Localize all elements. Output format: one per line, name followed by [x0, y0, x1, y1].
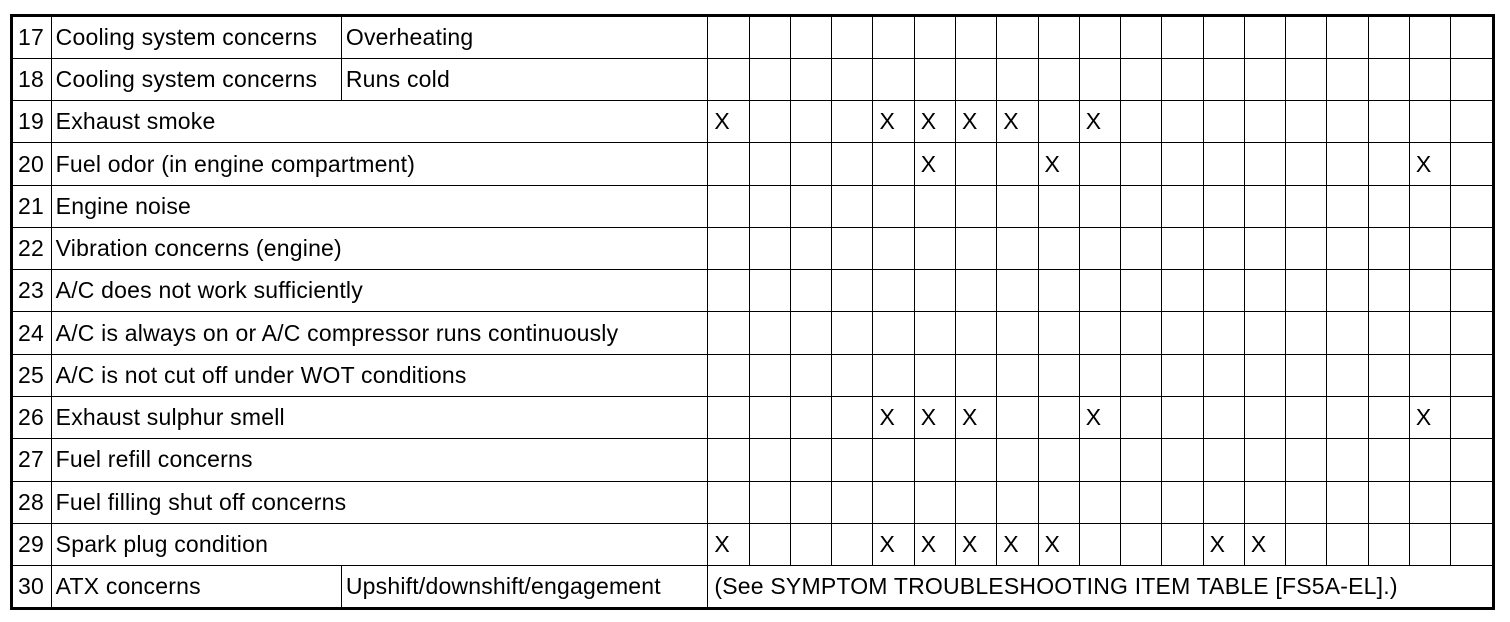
grid-cell: [1368, 270, 1409, 312]
grid-cell: [1203, 58, 1244, 100]
grid-cell: [1038, 227, 1079, 269]
grid-cell: [1409, 523, 1450, 565]
check-mark: X: [914, 523, 955, 565]
grid-cell: [832, 270, 873, 312]
table-row: [13, 143, 1492, 185]
row-number: 18: [13, 58, 51, 100]
grid-cell: [832, 481, 873, 523]
grid-cell: [1409, 312, 1450, 354]
grid-cell: [749, 439, 790, 481]
grid-cell: [1451, 481, 1492, 523]
grid-cell: [956, 439, 997, 481]
grid-cell: [749, 523, 790, 565]
grid-cell: [790, 481, 831, 523]
grid-cell: [790, 101, 831, 143]
row-number: 24: [13, 312, 51, 354]
grid-cell: [1162, 143, 1203, 185]
grid-cell: [1286, 143, 1327, 185]
grid-cell: [873, 354, 914, 396]
grid-cell: [708, 481, 749, 523]
check-mark: X: [914, 101, 955, 143]
symptom-table: [13, 17, 1492, 607]
row-number: 20: [13, 143, 51, 185]
grid-cell: [749, 17, 790, 58]
symptom-cell: A/C is always on or A/C compressor runs continuously: [51, 312, 708, 354]
grid-cell: [1203, 227, 1244, 269]
symptom-cell: Cooling system concerns: [51, 58, 341, 100]
check-mark: X: [997, 523, 1038, 565]
grid-cell: [1286, 58, 1327, 100]
grid-cell: [1409, 354, 1450, 396]
grid-cell: [790, 270, 831, 312]
table-row: [13, 439, 1492, 481]
symptom-cell: Fuel filling shut off concerns: [51, 481, 708, 523]
check-mark: X: [708, 523, 749, 565]
grid-cell: [1079, 354, 1120, 396]
table-row: [13, 17, 1492, 58]
grid-cell: [1203, 185, 1244, 227]
grid-cell: [749, 397, 790, 439]
condition-cell: Overheating: [341, 17, 708, 58]
grid-cell: [708, 439, 749, 481]
grid-cell: [914, 227, 955, 269]
grid-cell: [1121, 185, 1162, 227]
grid-cell: [1286, 354, 1327, 396]
grid-cell: [832, 17, 873, 58]
grid-cell: [1368, 101, 1409, 143]
grid-cell: [1121, 397, 1162, 439]
grid-cell: [1162, 481, 1203, 523]
grid-cell: [1286, 227, 1327, 269]
grid-cell: [708, 58, 749, 100]
grid-cell: [1286, 397, 1327, 439]
grid-cell: [997, 439, 1038, 481]
grid-cell: [1368, 227, 1409, 269]
grid-cell: [708, 354, 749, 396]
grid-cell: [997, 58, 1038, 100]
grid-cell: [1327, 481, 1368, 523]
grid-cell: [956, 227, 997, 269]
grid-cell: [997, 185, 1038, 227]
grid-cell: [1244, 270, 1285, 312]
grid-cell: [790, 523, 831, 565]
grid-cell: [956, 58, 997, 100]
symptom-cell: ATX concerns: [51, 566, 341, 607]
grid-cell: [1203, 143, 1244, 185]
grid-cell: [1079, 185, 1120, 227]
grid-cell: [1244, 439, 1285, 481]
grid-cell: [749, 185, 790, 227]
grid-cell: [708, 17, 749, 58]
grid-cell: [790, 397, 831, 439]
grid-cell: [790, 354, 831, 396]
grid-cell: [1038, 17, 1079, 58]
table-row: [13, 397, 1492, 439]
table-row: [13, 227, 1492, 269]
grid-cell: [1368, 481, 1409, 523]
grid-cell: [708, 270, 749, 312]
grid-cell: [1244, 185, 1285, 227]
grid-cell: [1451, 143, 1492, 185]
grid-cell: [1368, 58, 1409, 100]
grid-cell: [1079, 58, 1120, 100]
check-mark: X: [1079, 101, 1120, 143]
condition-cell: Upshift/downshift/engagement: [341, 566, 708, 607]
grid-cell: [708, 397, 749, 439]
grid-cell: [1038, 481, 1079, 523]
grid-cell: [1038, 185, 1079, 227]
grid-cell: [1368, 185, 1409, 227]
symptom-cell: Exhaust smoke: [51, 101, 708, 143]
grid-cell: [1079, 227, 1120, 269]
grid-cell: [1244, 58, 1285, 100]
grid-cell: [1409, 58, 1450, 100]
grid-cell: [914, 17, 955, 58]
row-number: 28: [13, 481, 51, 523]
grid-cell: [956, 312, 997, 354]
grid-cell: [997, 481, 1038, 523]
grid-cell: [1079, 439, 1120, 481]
grid-cell: [1121, 439, 1162, 481]
grid-cell: [708, 227, 749, 269]
table-row: [13, 312, 1492, 354]
grid-cell: [1079, 143, 1120, 185]
grid-cell: [832, 101, 873, 143]
grid-cell: [832, 523, 873, 565]
table-row: [13, 58, 1492, 100]
grid-cell: [832, 354, 873, 396]
grid-cell: [1038, 58, 1079, 100]
symptom-cell: Cooling system concerns: [51, 17, 341, 58]
grid-cell: [832, 312, 873, 354]
symptom-cell: Engine noise: [51, 185, 708, 227]
grid-cell: [790, 185, 831, 227]
grid-cell: [873, 439, 914, 481]
grid-cell: [1203, 354, 1244, 396]
grid-cell: [790, 312, 831, 354]
check-mark: X: [1079, 397, 1120, 439]
grid-cell: [1286, 312, 1327, 354]
grid-cell: [1451, 185, 1492, 227]
grid-cell: [832, 185, 873, 227]
grid-cell: [790, 439, 831, 481]
grid-cell: [1451, 270, 1492, 312]
grid-cell: [1038, 397, 1079, 439]
row-number: 25: [13, 354, 51, 396]
grid-cell: [1162, 227, 1203, 269]
grid-cell: [1162, 17, 1203, 58]
grid-cell: [997, 397, 1038, 439]
grid-cell: [1079, 270, 1120, 312]
grid-cell: [1409, 439, 1450, 481]
grid-cell: [873, 17, 914, 58]
check-mark: X: [1409, 397, 1450, 439]
grid-cell: [1121, 312, 1162, 354]
row-number: 23: [13, 270, 51, 312]
grid-cell: [1286, 439, 1327, 481]
grid-cell: [1409, 17, 1450, 58]
grid-cell: [1327, 439, 1368, 481]
grid-cell: [749, 312, 790, 354]
grid-cell: [873, 227, 914, 269]
grid-cell: [832, 439, 873, 481]
grid-cell: [708, 185, 749, 227]
grid-cell: [1327, 143, 1368, 185]
table-row: [13, 354, 1492, 396]
grid-cell: [1038, 270, 1079, 312]
grid-cell: [1038, 439, 1079, 481]
grid-cell: [1286, 185, 1327, 227]
grid-cell: [1327, 185, 1368, 227]
grid-cell: [1162, 101, 1203, 143]
check-mark: X: [956, 101, 997, 143]
grid-cell: [873, 58, 914, 100]
grid-cell: [1451, 17, 1492, 58]
grid-cell: [956, 481, 997, 523]
grid-cell: [997, 143, 1038, 185]
grid-cell: [914, 185, 955, 227]
grid-cell: [708, 312, 749, 354]
grid-cell: [873, 143, 914, 185]
grid-cell: [749, 481, 790, 523]
grid-cell: [1079, 481, 1120, 523]
grid-cell: [1451, 439, 1492, 481]
table-row: [13, 566, 1492, 607]
grid-cell: [749, 101, 790, 143]
row-number: 17: [13, 17, 51, 58]
condition-cell: Runs cold: [341, 58, 708, 100]
symptom-cell: A/C is not cut off under WOT conditions: [51, 354, 708, 396]
grid-cell: [873, 312, 914, 354]
grid-cell: [1451, 312, 1492, 354]
grid-cell: [1286, 270, 1327, 312]
grid-cell: [1203, 481, 1244, 523]
grid-cell: [997, 354, 1038, 396]
grid-cell: [914, 312, 955, 354]
table-row: [13, 270, 1492, 312]
grid-cell: [790, 58, 831, 100]
check-mark: X: [956, 523, 997, 565]
grid-cell: [956, 143, 997, 185]
grid-cell: [832, 227, 873, 269]
grid-cell: [1244, 312, 1285, 354]
grid-cell: [1162, 270, 1203, 312]
grid-cell: [1368, 312, 1409, 354]
grid-cell: [749, 270, 790, 312]
check-mark: X: [873, 397, 914, 439]
check-mark: X: [873, 101, 914, 143]
grid-cell: [1121, 101, 1162, 143]
grid-cell: [1203, 101, 1244, 143]
symptom-table-frame: [10, 14, 1495, 610]
grid-cell: [1121, 17, 1162, 58]
grid-cell: [997, 227, 1038, 269]
grid-cell: [790, 17, 831, 58]
grid-cell: [790, 227, 831, 269]
grid-cell: [1451, 523, 1492, 565]
grid-cell: [1327, 227, 1368, 269]
grid-cell: [1079, 523, 1120, 565]
grid-cell: [1244, 481, 1285, 523]
grid-cell: [1121, 481, 1162, 523]
grid-cell: [1244, 143, 1285, 185]
grid-cell: [1203, 439, 1244, 481]
symptom-cell: A/C does not work sufficiently: [51, 270, 708, 312]
grid-cell: [1121, 354, 1162, 396]
grid-cell: [914, 481, 955, 523]
grid-cell: [997, 270, 1038, 312]
grid-cell: [1451, 101, 1492, 143]
check-mark: X: [1409, 143, 1450, 185]
check-mark: X: [914, 397, 955, 439]
symptom-cell: Exhaust sulphur smell: [51, 397, 708, 439]
check-mark: X: [914, 143, 955, 185]
grid-cell: [1121, 270, 1162, 312]
grid-cell: [1244, 354, 1285, 396]
grid-cell: [1162, 185, 1203, 227]
grid-cell: [956, 185, 997, 227]
reference-note: (See SYMPTOM TROUBLESHOOTING ITEM TABLE [FS5A-EL].): [708, 566, 1492, 607]
check-mark: X: [708, 101, 749, 143]
grid-cell: [1327, 354, 1368, 396]
row-number: 26: [13, 397, 51, 439]
row-number: 30: [13, 566, 51, 607]
grid-cell: [997, 312, 1038, 354]
grid-cell: [873, 185, 914, 227]
grid-cell: [914, 58, 955, 100]
grid-cell: [1203, 17, 1244, 58]
grid-cell: [749, 58, 790, 100]
grid-cell: [749, 354, 790, 396]
grid-cell: [1409, 185, 1450, 227]
table-row: [13, 481, 1492, 523]
grid-cell: [1451, 397, 1492, 439]
grid-cell: [749, 227, 790, 269]
grid-cell: [1038, 312, 1079, 354]
grid-cell: [1162, 354, 1203, 396]
symptom-cell: Fuel odor (in engine compartment): [51, 143, 708, 185]
grid-cell: [1451, 227, 1492, 269]
grid-cell: [914, 270, 955, 312]
grid-cell: [832, 397, 873, 439]
grid-cell: [1203, 312, 1244, 354]
grid-cell: [1079, 17, 1120, 58]
grid-cell: [1409, 270, 1450, 312]
grid-cell: [1121, 227, 1162, 269]
grid-cell: [1368, 397, 1409, 439]
grid-cell: [832, 58, 873, 100]
grid-cell: [1327, 270, 1368, 312]
check-mark: X: [873, 523, 914, 565]
grid-cell: [1409, 101, 1450, 143]
grid-cell: [1327, 101, 1368, 143]
table-row: [13, 185, 1492, 227]
check-mark: X: [1203, 523, 1244, 565]
row-number: 27: [13, 439, 51, 481]
grid-cell: [1286, 101, 1327, 143]
grid-cell: [1409, 481, 1450, 523]
grid-cell: [1244, 17, 1285, 58]
grid-cell: [1327, 58, 1368, 100]
grid-cell: [1368, 523, 1409, 565]
grid-cell: [1327, 397, 1368, 439]
grid-cell: [1327, 312, 1368, 354]
grid-cell: [1038, 101, 1079, 143]
grid-cell: [956, 270, 997, 312]
grid-cell: [1368, 439, 1409, 481]
grid-cell: [708, 143, 749, 185]
grid-cell: [997, 17, 1038, 58]
grid-cell: [1121, 143, 1162, 185]
symptom-cell: Spark plug condition: [51, 523, 708, 565]
row-number: 29: [13, 523, 51, 565]
grid-cell: [1079, 312, 1120, 354]
grid-cell: [1244, 227, 1285, 269]
grid-cell: [1451, 58, 1492, 100]
grid-cell: [832, 143, 873, 185]
table-row: [13, 101, 1492, 143]
grid-cell: [914, 354, 955, 396]
grid-cell: [1368, 143, 1409, 185]
check-mark: X: [997, 101, 1038, 143]
grid-cell: [1244, 397, 1285, 439]
grid-cell: [749, 143, 790, 185]
grid-cell: [1162, 523, 1203, 565]
symptom-cell: Vibration concerns (engine): [51, 227, 708, 269]
grid-cell: [1368, 354, 1409, 396]
grid-cell: [1409, 227, 1450, 269]
row-number: 22: [13, 227, 51, 269]
grid-cell: [1121, 58, 1162, 100]
grid-cell: [1286, 523, 1327, 565]
grid-cell: [1162, 58, 1203, 100]
grid-cell: [1286, 17, 1327, 58]
grid-cell: [873, 481, 914, 523]
grid-cell: [956, 354, 997, 396]
row-number: 19: [13, 101, 51, 143]
check-mark: X: [956, 397, 997, 439]
check-mark: X: [1038, 523, 1079, 565]
grid-cell: [1203, 397, 1244, 439]
grid-cell: [1162, 439, 1203, 481]
grid-cell: [956, 17, 997, 58]
grid-cell: [1286, 481, 1327, 523]
grid-cell: [1162, 397, 1203, 439]
grid-cell: [1038, 354, 1079, 396]
grid-cell: [1162, 312, 1203, 354]
grid-cell: [1244, 101, 1285, 143]
grid-cell: [1368, 17, 1409, 58]
grid-cell: [914, 439, 955, 481]
symptom-cell: Fuel refill concerns: [51, 439, 708, 481]
grid-cell: [1121, 523, 1162, 565]
row-number: 21: [13, 185, 51, 227]
table-row: [13, 523, 1492, 565]
grid-cell: [1451, 354, 1492, 396]
grid-cell: [1203, 270, 1244, 312]
grid-cell: [873, 270, 914, 312]
check-mark: X: [1038, 143, 1079, 185]
check-mark: X: [1244, 523, 1285, 565]
grid-cell: [1327, 523, 1368, 565]
grid-cell: [790, 143, 831, 185]
grid-cell: [1327, 17, 1368, 58]
